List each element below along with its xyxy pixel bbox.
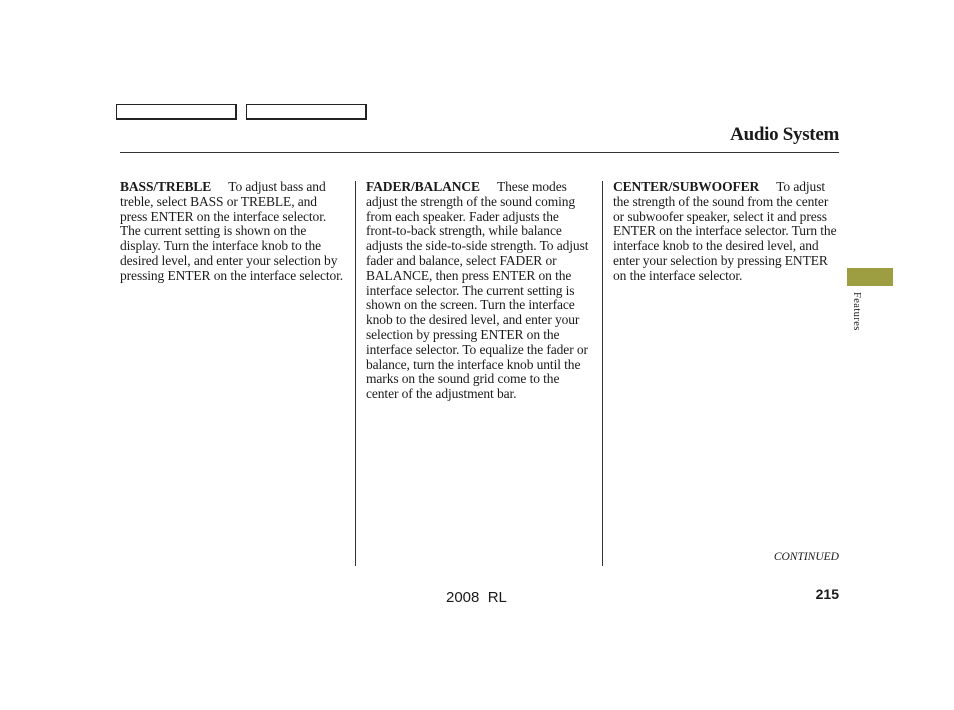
- nav-button-main-menu[interactable]: [116, 104, 237, 120]
- page-number: 215: [815, 586, 839, 602]
- model-footer: 2008 RL: [446, 589, 507, 606]
- column-center-subwoofer: [613, 180, 839, 284]
- column-divider: [602, 181, 603, 566]
- features-tab-marker[interactable]: [847, 268, 893, 286]
- column-body: To adjust bass and treble, select BASS or TREBLE, and press ENTER on the interface selector. The current setting is shown on the display. Turn the interface knob to the desired level, and enter your selection by pressing ENTER on the interface selector.: [120, 179, 344, 283]
- section-title: Audio System: [730, 124, 839, 145]
- continued-label: CONTINUED: [773, 551, 839, 563]
- column-heading: CENTER/SUBWOOFER: [613, 179, 760, 194]
- column-body: To adjust the strength of the sound from the center or subwoofer speaker, select it and press ENTER on the interface selector. Turn the interface knob to the desired level, and enter your selection by pressing ENTER on the interface selector.: [613, 179, 837, 283]
- column-heading: FADER/BALANCE: [366, 179, 480, 194]
- features-tab-label: Features: [851, 292, 862, 331]
- title-rule: [120, 152, 839, 153]
- column-bass-treble: [120, 180, 346, 284]
- column-heading: BASS/TREBLE: [120, 179, 212, 194]
- nav-button-table-of-contents[interactable]: [246, 104, 367, 120]
- column-body: These modes adjust the strength of the sound coming from each speaker. Fader adjusts the front-to-back strength, while balance adjusts the side-to-side strength. To adjust fader and balance, select FADER or BALANCE, then press ENTER on the interface selector. The current setting is shown on the screen. Turn the interface knob to the desired level, and enter your selection by pressing ENTER on the interface selector. To equalize the fader or balance, turn the interface knob until the marks on the sound grid come to the center of the adjustment bar.: [366, 179, 589, 402]
- column-fader-balance: [366, 180, 592, 402]
- column-divider: [355, 181, 356, 566]
